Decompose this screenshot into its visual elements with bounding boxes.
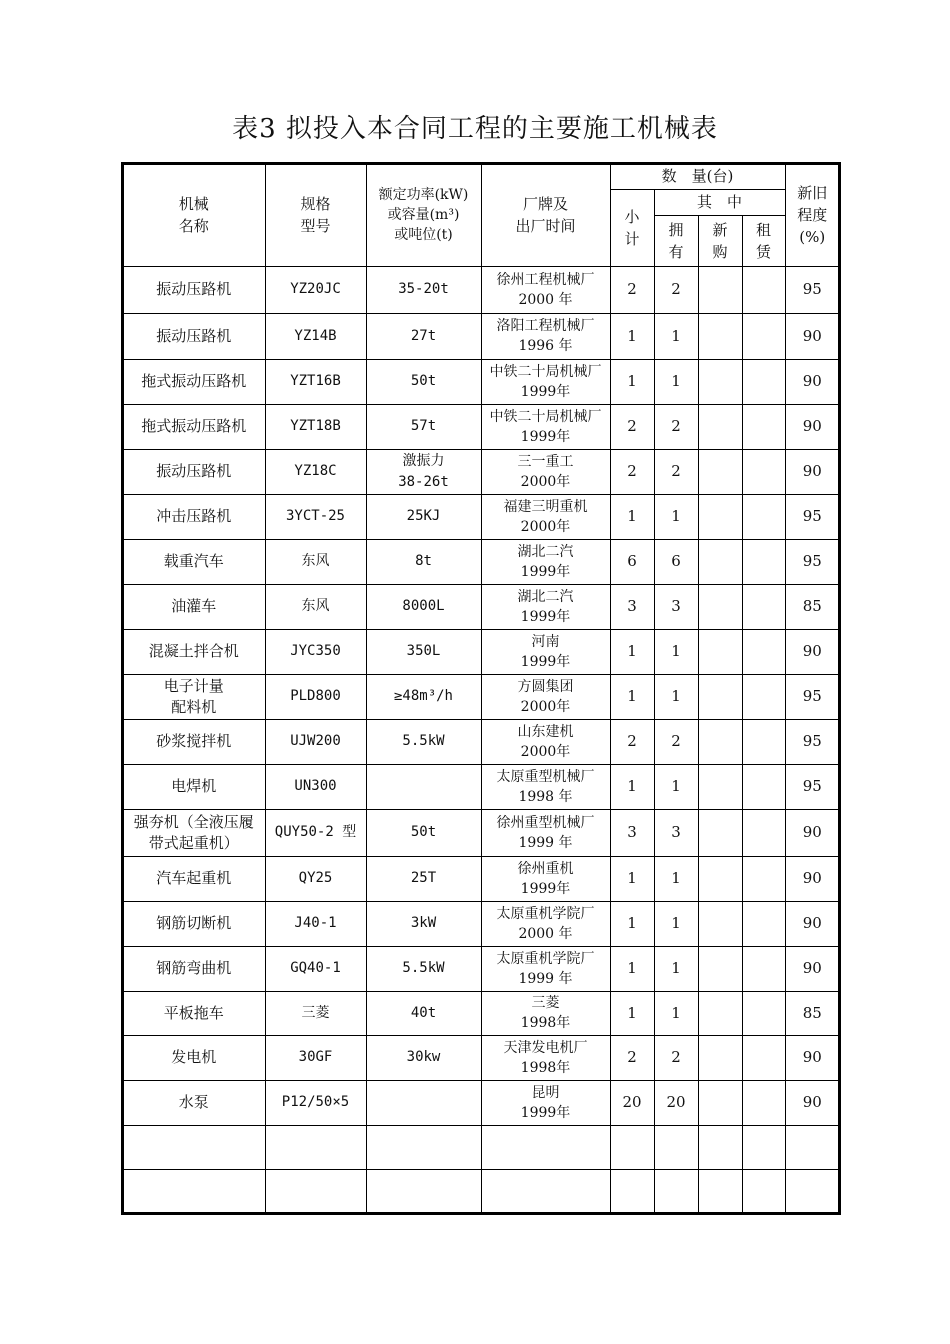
cell-owned bbox=[654, 1125, 698, 1169]
cell-subtotal: 3 bbox=[610, 584, 654, 629]
cell-name: 油灌车 bbox=[122, 584, 265, 629]
cell-lease bbox=[742, 1080, 785, 1125]
table-row bbox=[122, 991, 840, 1035]
cell-owned: 1 bbox=[654, 946, 698, 991]
cell-owned: 1 bbox=[654, 359, 698, 404]
cell-spec: J40-1 bbox=[265, 901, 366, 946]
cell-owned: 6 bbox=[654, 539, 698, 584]
cell-name: 电子计量 配料机 bbox=[122, 674, 265, 719]
cell-condition: 90 bbox=[785, 1035, 840, 1080]
cell-lease bbox=[742, 719, 785, 764]
cell-spec bbox=[265, 1169, 366, 1214]
table-row bbox=[122, 539, 840, 584]
cell-subtotal: 1 bbox=[610, 946, 654, 991]
cell-subtotal: 1 bbox=[610, 901, 654, 946]
header-among: 其 中 bbox=[654, 189, 785, 215]
header-condition: 新旧 程度 (%) bbox=[785, 163, 840, 266]
cell-condition: 95 bbox=[785, 494, 840, 539]
cell-subtotal: 20 bbox=[610, 1080, 654, 1125]
cell-spec: QUY50-2 型 bbox=[265, 809, 366, 856]
header-power: 额定功率(kW) 或容量(m³) 或吨位(t) bbox=[366, 163, 481, 266]
cell-condition: 95 bbox=[785, 764, 840, 809]
cell-new bbox=[698, 991, 742, 1035]
cell-lease bbox=[742, 1035, 785, 1080]
cell-owned: 1 bbox=[654, 313, 698, 359]
page-title: 表3 拟投入本合同工程的主要施工机械表 bbox=[232, 114, 718, 144]
cell-maker: 中铁二十局机械厂 1999年 bbox=[481, 359, 610, 404]
cell-subtotal: 1 bbox=[610, 359, 654, 404]
cell-power: 27t bbox=[366, 313, 481, 359]
cell-spec: UJW200 bbox=[265, 719, 366, 764]
cell-subtotal: 2 bbox=[610, 449, 654, 494]
cell-lease bbox=[742, 1125, 785, 1169]
cell-spec: 3YCT-25 bbox=[265, 494, 366, 539]
cell-maker: 三菱 1998年 bbox=[481, 991, 610, 1035]
cell-name: 发电机 bbox=[122, 1035, 265, 1080]
cell-lease bbox=[742, 629, 785, 674]
cell-new bbox=[698, 1169, 742, 1214]
cell-subtotal: 1 bbox=[610, 764, 654, 809]
cell-condition: 90 bbox=[785, 946, 840, 991]
header-lease: 租 赁 bbox=[742, 215, 785, 266]
cell-lease bbox=[742, 991, 785, 1035]
cell-power: 50t bbox=[366, 359, 481, 404]
cell-condition: 85 bbox=[785, 991, 840, 1035]
cell-new bbox=[698, 1080, 742, 1125]
cell-lease bbox=[742, 901, 785, 946]
cell-lease bbox=[742, 449, 785, 494]
cell-condition: 95 bbox=[785, 674, 840, 719]
cell-power: 8000L bbox=[366, 584, 481, 629]
cell-maker: 昆明 1999年 bbox=[481, 1080, 610, 1125]
cell-power: 57t bbox=[366, 404, 481, 449]
cell-maker: 福建三明重机 2000年 bbox=[481, 494, 610, 539]
cell-name: 拖式振动压路机 bbox=[122, 359, 265, 404]
cell-power: 5.5kW bbox=[366, 946, 481, 991]
cell-lease bbox=[742, 584, 785, 629]
cell-spec: YZ20JC bbox=[265, 266, 366, 313]
cell-new bbox=[698, 404, 742, 449]
cell-power bbox=[366, 1080, 481, 1125]
cell-name: 载重汽车 bbox=[122, 539, 265, 584]
cell-condition: 90 bbox=[785, 313, 840, 359]
header-quantity: 数 量(台) bbox=[610, 163, 785, 189]
cell-name: 钢筋切断机 bbox=[122, 901, 265, 946]
cell-new bbox=[698, 674, 742, 719]
cell-subtotal: 3 bbox=[610, 809, 654, 856]
header-name: 机械 名称 bbox=[122, 163, 265, 266]
cell-name: 砂浆搅拌机 bbox=[122, 719, 265, 764]
cell-new bbox=[698, 856, 742, 901]
cell-new bbox=[698, 266, 742, 313]
cell-maker: 徐州工程机械厂 2000 年 bbox=[481, 266, 610, 313]
cell-condition: 90 bbox=[785, 629, 840, 674]
cell-maker: 徐州重型机械厂 1999 年 bbox=[481, 809, 610, 856]
cell-name: 冲击压路机 bbox=[122, 494, 265, 539]
cell-spec: YZ18C bbox=[265, 449, 366, 494]
cell-spec bbox=[265, 1125, 366, 1169]
cell-lease bbox=[742, 946, 785, 991]
table-row bbox=[122, 313, 840, 359]
cell-owned: 2 bbox=[654, 404, 698, 449]
cell-owned: 3 bbox=[654, 584, 698, 629]
cell-new bbox=[698, 1035, 742, 1080]
cell-power: 8t bbox=[366, 539, 481, 584]
cell-name bbox=[122, 1169, 265, 1214]
cell-power: 3kW bbox=[366, 901, 481, 946]
table-row bbox=[122, 359, 840, 404]
cell-spec: PLD800 bbox=[265, 674, 366, 719]
cell-lease bbox=[742, 266, 785, 313]
cell-maker: 太原重型机械厂 1998 年 bbox=[481, 764, 610, 809]
cell-new bbox=[698, 359, 742, 404]
cell-power: 50t bbox=[366, 809, 481, 856]
cell-maker: 徐州重机 1999年 bbox=[481, 856, 610, 901]
cell-condition: 90 bbox=[785, 809, 840, 856]
table-row bbox=[122, 901, 840, 946]
table-row bbox=[122, 674, 840, 719]
table-row bbox=[122, 1080, 840, 1125]
table-row bbox=[122, 584, 840, 629]
cell-owned: 1 bbox=[654, 991, 698, 1035]
cell-power bbox=[366, 1169, 481, 1214]
cell-maker: 湖北二汽 1999年 bbox=[481, 584, 610, 629]
cell-new bbox=[698, 629, 742, 674]
cell-condition: 90 bbox=[785, 359, 840, 404]
header-new: 新 购 bbox=[698, 215, 742, 266]
cell-owned: 2 bbox=[654, 449, 698, 494]
cell-new bbox=[698, 539, 742, 584]
cell-subtotal: 1 bbox=[610, 856, 654, 901]
cell-spec: JYC350 bbox=[265, 629, 366, 674]
cell-spec: 东风 bbox=[265, 584, 366, 629]
cell-owned: 3 bbox=[654, 809, 698, 856]
cell-name: 电焊机 bbox=[122, 764, 265, 809]
cell-owned: 1 bbox=[654, 764, 698, 809]
cell-subtotal: 1 bbox=[610, 313, 654, 359]
cell-name: 汽车起重机 bbox=[122, 856, 265, 901]
cell-condition: 90 bbox=[785, 856, 840, 901]
cell-name: 平板拖车 bbox=[122, 991, 265, 1035]
cell-condition: 90 bbox=[785, 1080, 840, 1125]
cell-maker: 湖北二汽 1999年 bbox=[481, 539, 610, 584]
cell-new bbox=[698, 946, 742, 991]
table-row bbox=[122, 266, 840, 313]
cell-name: 振动压路机 bbox=[122, 266, 265, 313]
cell-power bbox=[366, 764, 481, 809]
cell-power: 激振力 38-26t bbox=[366, 449, 481, 494]
table-row bbox=[122, 494, 840, 539]
cell-condition: 95 bbox=[785, 719, 840, 764]
cell-spec: QY25 bbox=[265, 856, 366, 901]
cell-power bbox=[366, 1125, 481, 1169]
table-row bbox=[122, 629, 840, 674]
cell-lease bbox=[742, 539, 785, 584]
header-spec: 规格 型号 bbox=[265, 163, 366, 266]
cell-spec: 30GF bbox=[265, 1035, 366, 1080]
cell-name: 水泵 bbox=[122, 1080, 265, 1125]
cell-spec: 东风 bbox=[265, 539, 366, 584]
cell-spec: YZT18B bbox=[265, 404, 366, 449]
cell-name bbox=[122, 1125, 265, 1169]
cell-maker bbox=[481, 1125, 610, 1169]
cell-name: 振动压路机 bbox=[122, 449, 265, 494]
cell-spec: UN300 bbox=[265, 764, 366, 809]
header-owned: 拥 有 bbox=[654, 215, 698, 266]
cell-new bbox=[698, 313, 742, 359]
cell-spec: YZ14B bbox=[265, 313, 366, 359]
cell-owned bbox=[654, 1169, 698, 1214]
table-row bbox=[122, 1125, 840, 1169]
cell-power: 350L bbox=[366, 629, 481, 674]
cell-condition: 85 bbox=[785, 584, 840, 629]
cell-subtotal: 2 bbox=[610, 1035, 654, 1080]
cell-name: 振动压路机 bbox=[122, 313, 265, 359]
cell-spec: 三菱 bbox=[265, 991, 366, 1035]
cell-owned: 1 bbox=[654, 901, 698, 946]
cell-lease bbox=[742, 856, 785, 901]
header-maker: 厂牌及 出厂时间 bbox=[481, 163, 610, 266]
table-row bbox=[122, 1035, 840, 1080]
cell-power: 40t bbox=[366, 991, 481, 1035]
cell-maker bbox=[481, 1169, 610, 1214]
cell-condition: 90 bbox=[785, 449, 840, 494]
cell-subtotal: 1 bbox=[610, 991, 654, 1035]
cell-lease bbox=[742, 404, 785, 449]
cell-condition: 90 bbox=[785, 404, 840, 449]
cell-power: 25KJ bbox=[366, 494, 481, 539]
cell-owned: 1 bbox=[654, 856, 698, 901]
table-row bbox=[122, 719, 840, 764]
cell-new bbox=[698, 719, 742, 764]
cell-owned: 20 bbox=[654, 1080, 698, 1125]
table-row bbox=[122, 404, 840, 449]
table-row bbox=[122, 1169, 840, 1214]
cell-subtotal bbox=[610, 1169, 654, 1214]
cell-subtotal: 2 bbox=[610, 266, 654, 313]
cell-lease bbox=[742, 359, 785, 404]
cell-maker: 洛阳工程机械厂 1996 年 bbox=[481, 313, 610, 359]
cell-owned: 2 bbox=[654, 1035, 698, 1080]
cell-condition bbox=[785, 1125, 840, 1169]
cell-spec: GQ40-1 bbox=[265, 946, 366, 991]
cell-name: 强夯机（全液压履 带式起重机） bbox=[122, 809, 265, 856]
table-body bbox=[122, 266, 840, 1214]
cell-new bbox=[698, 584, 742, 629]
cell-lease bbox=[742, 764, 785, 809]
cell-power: 5.5kW bbox=[366, 719, 481, 764]
cell-subtotal: 2 bbox=[610, 719, 654, 764]
cell-maker: 太原重机学院厂 2000 年 bbox=[481, 901, 610, 946]
cell-new bbox=[698, 901, 742, 946]
cell-subtotal: 2 bbox=[610, 404, 654, 449]
table-row bbox=[122, 764, 840, 809]
cell-name: 混凝土拌合机 bbox=[122, 629, 265, 674]
cell-condition: 90 bbox=[785, 901, 840, 946]
cell-name: 钢筋弯曲机 bbox=[122, 946, 265, 991]
cell-owned: 2 bbox=[654, 719, 698, 764]
cell-lease bbox=[742, 809, 785, 856]
cell-new bbox=[698, 809, 742, 856]
cell-subtotal: 6 bbox=[610, 539, 654, 584]
cell-maker: 中铁二十局机械厂 1999年 bbox=[481, 404, 610, 449]
cell-owned: 1 bbox=[654, 674, 698, 719]
cell-maker: 天津发电机厂 1998年 bbox=[481, 1035, 610, 1080]
machinery-table bbox=[121, 162, 841, 1215]
cell-maker: 河南 1999年 bbox=[481, 629, 610, 674]
cell-power: ≥48m³/h bbox=[366, 674, 481, 719]
cell-maker: 三一重工 2000年 bbox=[481, 449, 610, 494]
cell-owned: 1 bbox=[654, 629, 698, 674]
cell-new bbox=[698, 1125, 742, 1169]
cell-spec: P12/50×5 bbox=[265, 1080, 366, 1125]
cell-spec: YZT16B bbox=[265, 359, 366, 404]
cell-condition bbox=[785, 1169, 840, 1214]
cell-lease bbox=[742, 674, 785, 719]
header-subtotal: 小 计 bbox=[610, 189, 654, 266]
cell-lease bbox=[742, 494, 785, 539]
cell-power: 35-20t bbox=[366, 266, 481, 313]
table-row bbox=[122, 449, 840, 494]
cell-power: 25T bbox=[366, 856, 481, 901]
cell-subtotal: 1 bbox=[610, 674, 654, 719]
cell-lease bbox=[742, 313, 785, 359]
cell-new bbox=[698, 764, 742, 809]
table-header bbox=[122, 163, 840, 266]
cell-owned: 1 bbox=[654, 494, 698, 539]
cell-condition: 95 bbox=[785, 266, 840, 313]
cell-maker: 山东建机 2000年 bbox=[481, 719, 610, 764]
cell-subtotal: 1 bbox=[610, 494, 654, 539]
cell-new bbox=[698, 449, 742, 494]
cell-lease bbox=[742, 1169, 785, 1214]
table-row bbox=[122, 946, 840, 991]
table-row bbox=[122, 856, 840, 901]
cell-power: 30kw bbox=[366, 1035, 481, 1080]
cell-new bbox=[698, 494, 742, 539]
cell-owned: 2 bbox=[654, 266, 698, 313]
cell-subtotal: 1 bbox=[610, 629, 654, 674]
cell-maker: 太原重机学院厂 1999 年 bbox=[481, 946, 610, 991]
table-row bbox=[122, 809, 840, 856]
cell-condition: 95 bbox=[785, 539, 840, 584]
cell-subtotal bbox=[610, 1125, 654, 1169]
cell-name: 拖式振动压路机 bbox=[122, 404, 265, 449]
cell-maker: 方圆集团 2000年 bbox=[481, 674, 610, 719]
